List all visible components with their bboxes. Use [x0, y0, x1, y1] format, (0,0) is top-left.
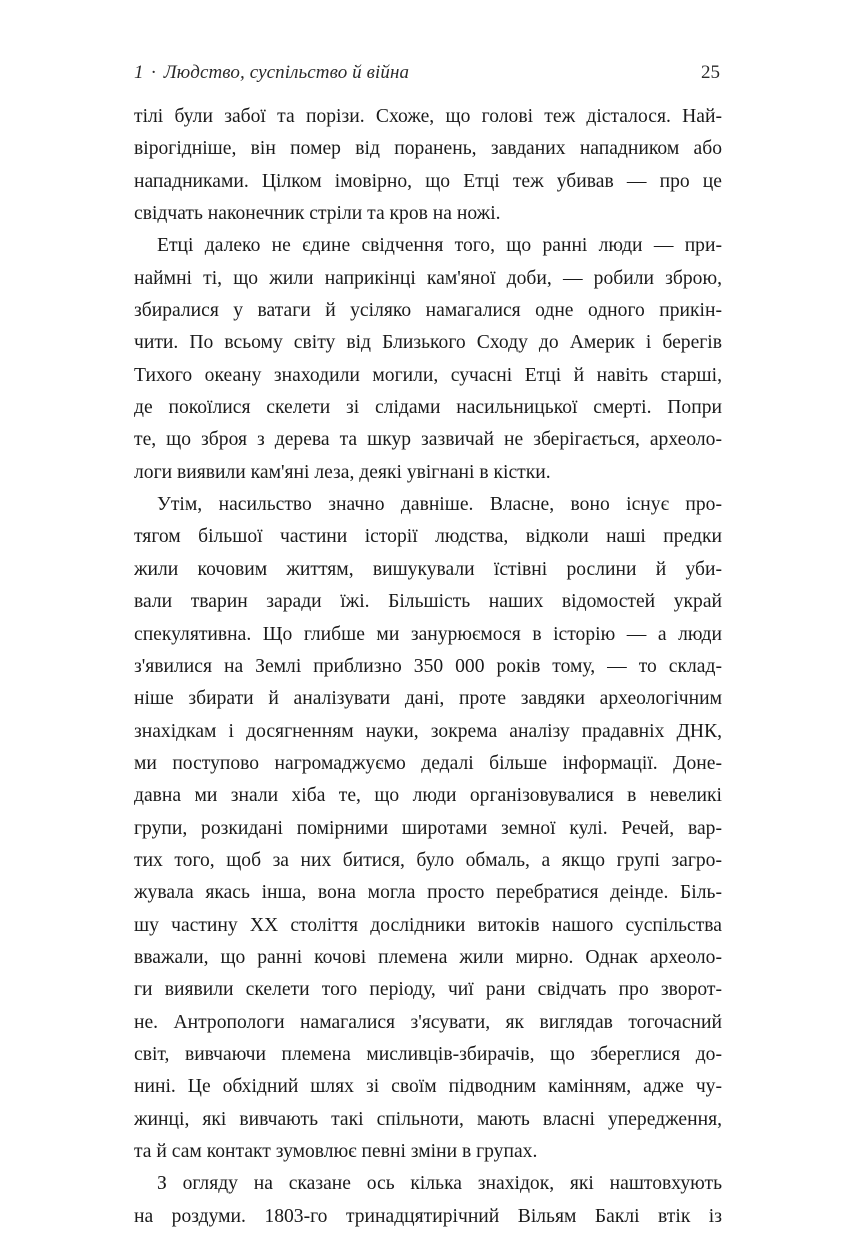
text-line: світ, вивчаючи племена мисливців-збирачів, що збереглися до- [134, 1043, 722, 1065]
text-line: ги виявили скелети того періоду, чиї рани свідчать про зворот- [134, 979, 722, 1001]
paragraph [134, 230, 722, 489]
text-line: Утім, насильство значно давніше. Власне, воно існує про- [157, 494, 722, 516]
text-line: збиралися у ватаги й усіляко намагалися одне одного прикін- [134, 300, 722, 322]
running-header [134, 62, 409, 84]
text-line: на роздуми. 1803-го тринадцятирічний Вільям Баклі втік із [134, 1205, 722, 1227]
text-line: Етці далеко не єдине свідчення того, що ранні люди — при- [157, 235, 722, 257]
text-line: тих того, щоб за них битися, було обмаль, а якщо групі загро- [134, 849, 722, 871]
text-line: спекулятивна. Що глибше ми занурюємося в історію — а люди [134, 623, 722, 645]
text-line: вали тварин заради їжі. Більшість наших відомостей украй [134, 591, 722, 613]
text-line: жинці, які вивчають такі спільноти, мають власні упередження, [134, 1108, 722, 1130]
text-line: жили кочовим життям, вишукували їстівні рослини й уби- [134, 558, 722, 580]
text-line: тілі були забої та порізи. Схоже, що голові теж дісталося. Най- [134, 106, 722, 127]
header-separator: · [150, 62, 157, 83]
paragraph [134, 1168, 722, 1233]
text-line: з'явилися на Землі приблизно 350 000 років тому, — то склад- [134, 655, 722, 677]
text-line: Тихого океану знаходили могили, сучасні Етці й навіть старші, [134, 364, 722, 386]
text-line: чити. По всьому світу від Близького Сходу до Америк і берегів [134, 332, 722, 354]
text-line: свідчать наконечник стріли та кров на ножі. [134, 203, 501, 225]
text-line: ніше збирати й аналізувати дані, проте завдяки археологічним [134, 688, 722, 710]
text-line: наймні ті, що жили наприкінці кам'яної доби, — робили зброю, [134, 267, 722, 289]
page-number: 25 [701, 62, 720, 83]
text-line: групи, розкидані помірними широтами земної кулі. Речей, вар- [134, 817, 722, 839]
chapter-number: 1 [134, 62, 144, 83]
body-text [134, 101, 722, 1233]
text-line: жувала якась інша, вона могла просто перебратися деінде. Біль- [134, 882, 722, 904]
text-line: вірогідніше, він помер від поранень, завданих нападником або [134, 138, 722, 160]
text-line: нападниками. Цілком імовірно, що Етці теж убивав — про це [134, 170, 722, 192]
text-line: не. Антропологи намагалися з'ясувати, як виглядав тогочасний [134, 1011, 722, 1033]
text-line: де покоїлися скелети зі слідами насильницької смерті. Попри [134, 397, 722, 419]
text-line: нині. Це обхідний шлях зі своїм підводним камінням, адже чу- [134, 1076, 722, 1098]
text-line: шу частину XX століття дослідники витоків нашого суспільства [134, 914, 722, 936]
text-line: те, що зброя з дерева та шкур зазвичай не зберігається, археоло- [134, 429, 722, 451]
text-line: вважали, що ранні кочові племена жили мирно. Однак археоло- [134, 946, 722, 968]
text-line: ми поступово нагромаджуємо дедалі більше інформації. Доне- [134, 752, 722, 774]
paragraph [134, 101, 722, 230]
paragraph [134, 489, 722, 1168]
chapter-title: Людство, суспільство й війна [163, 62, 410, 83]
text-line: давна ми знали хіба те, що люди організовувалися в невеликі [134, 785, 722, 807]
text-line: та й сам контакт зумовлює певні зміни в групах. [134, 1141, 538, 1162]
text-line: логи виявили кам'яні леза, деякі увігнані в кістки. [134, 461, 551, 483]
text-line: З огляду на сказане ось кілька знахідок, які наштовхують [157, 1173, 722, 1195]
text-line: тягом більшої частини історії людства, відколи наші предки [134, 526, 722, 548]
text-line: знахідкам і досягненням науки, зокрема аналізу прадавніх ДНК, [134, 720, 722, 742]
